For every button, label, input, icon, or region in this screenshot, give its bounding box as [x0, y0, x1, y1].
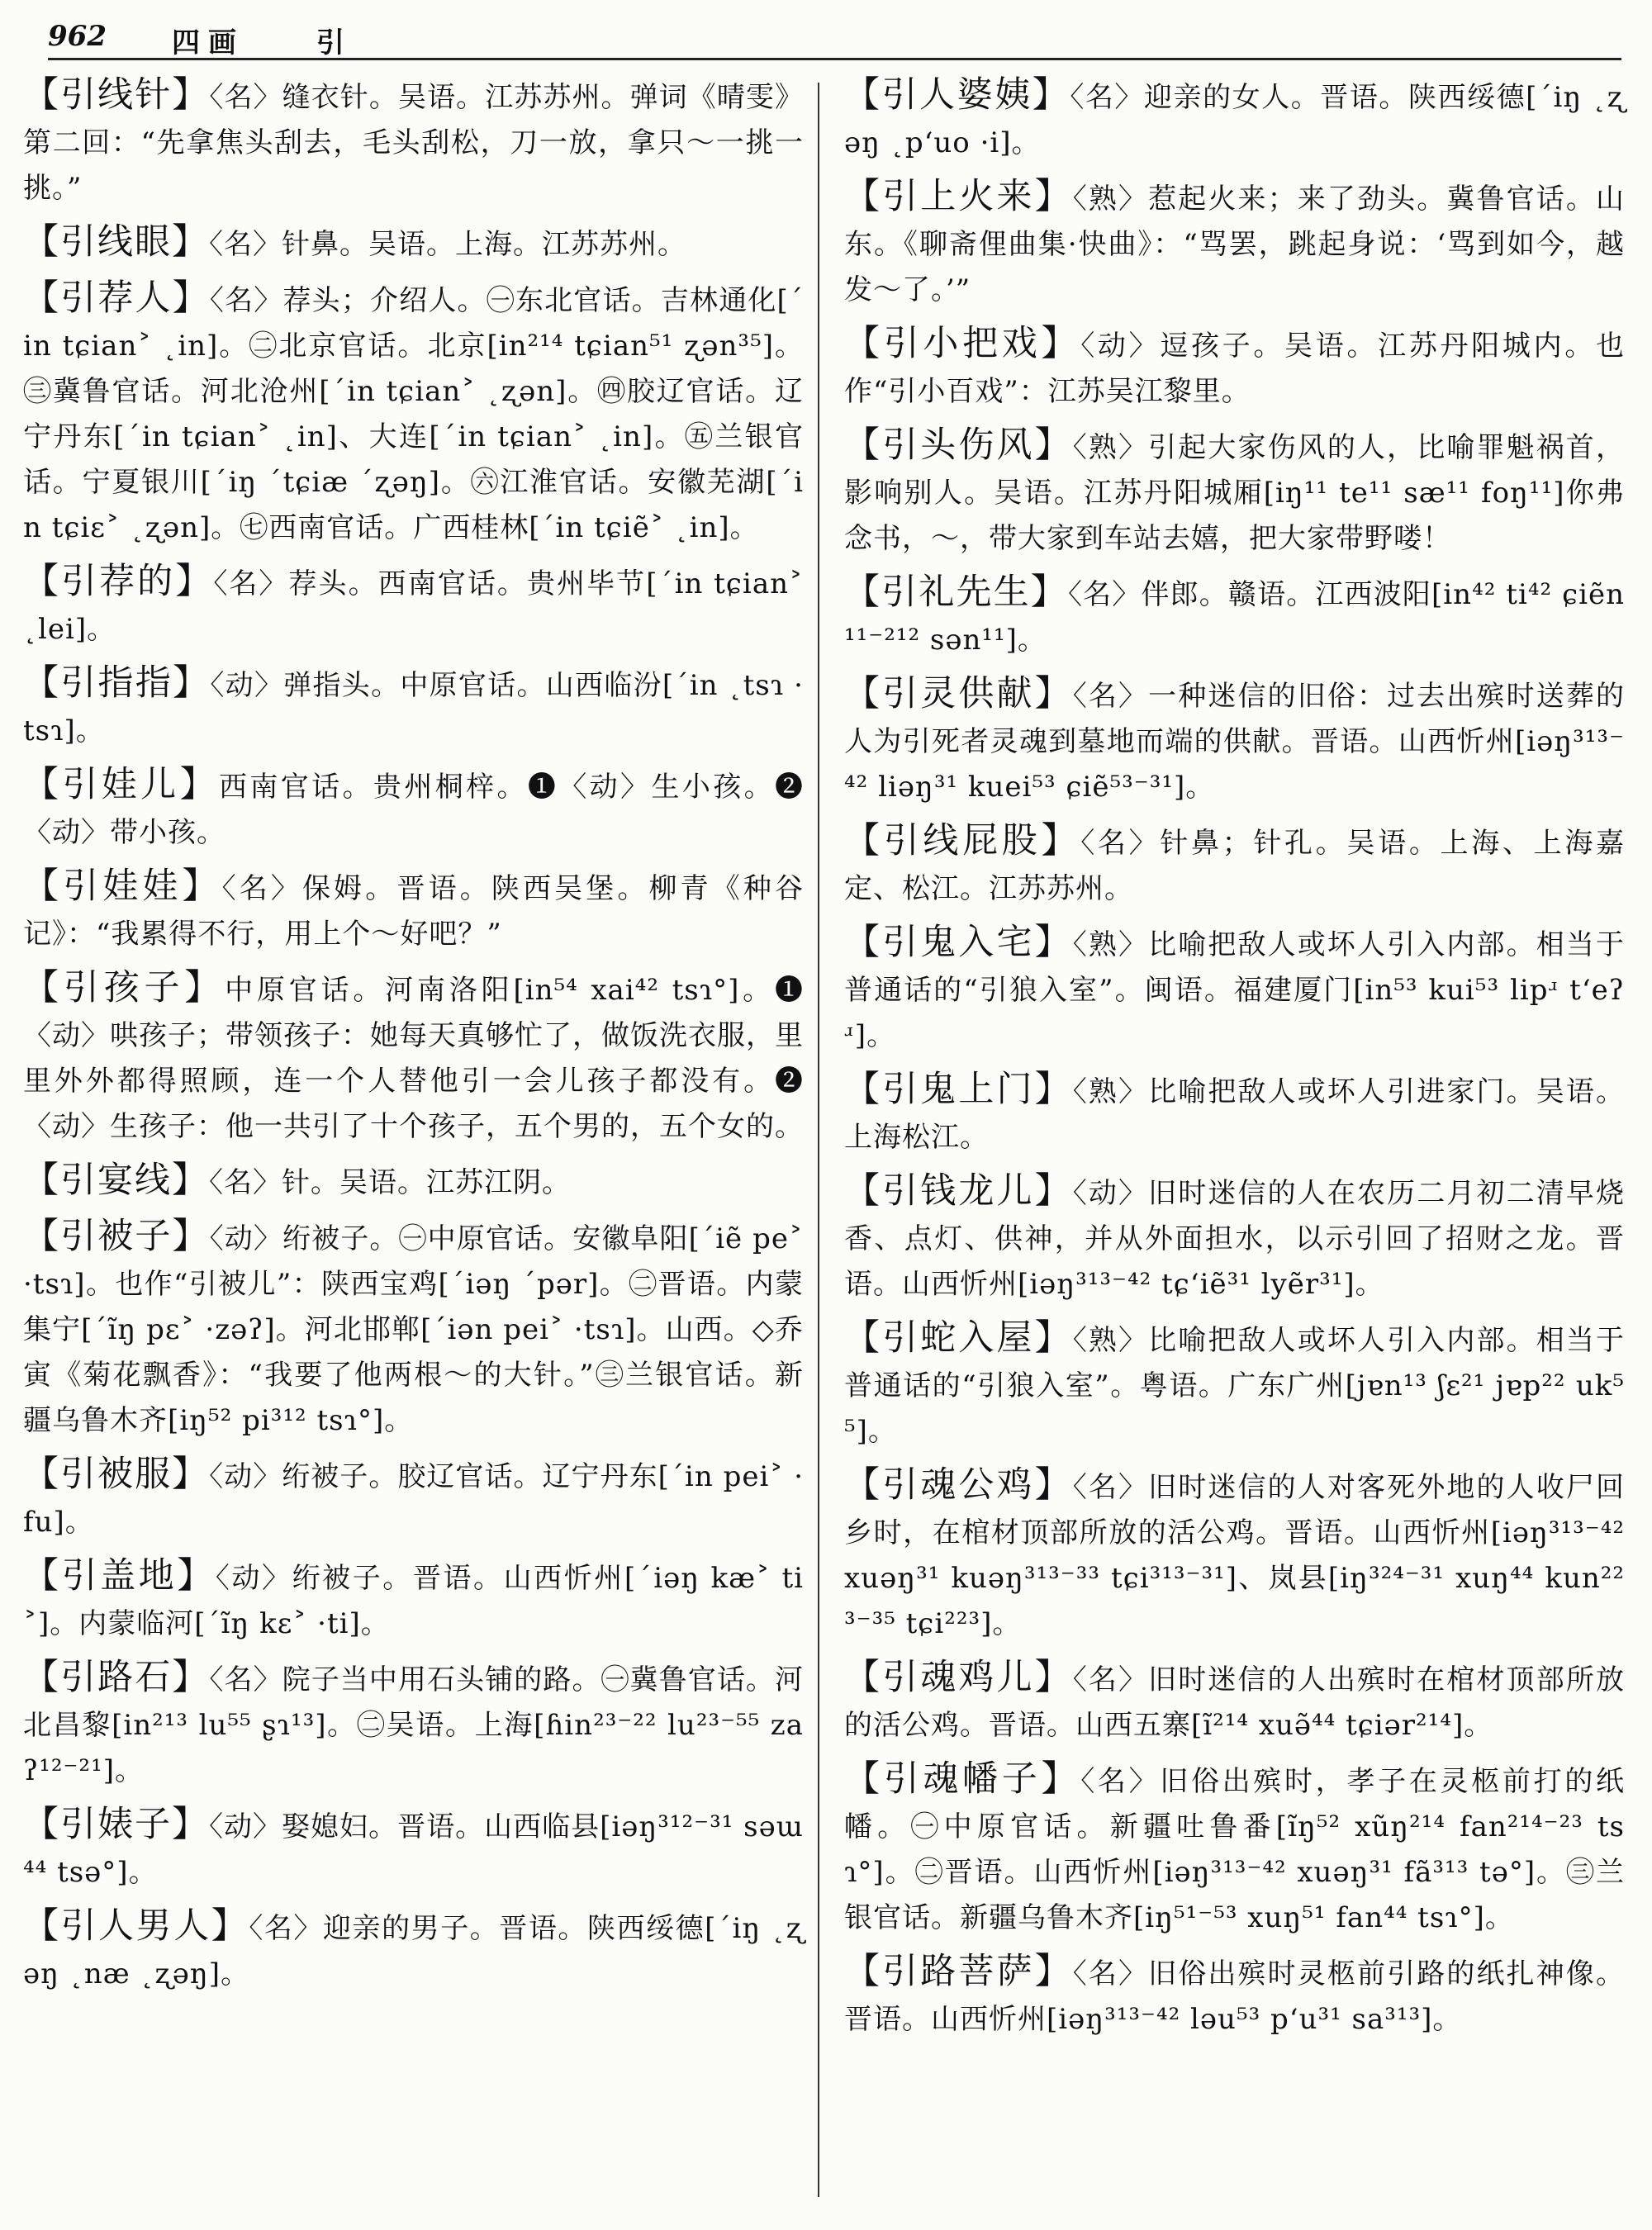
dictionary-entry: [844, 1949, 1625, 2043]
entry-definition: 〈熟〉比喻把敌人或坏人引入内部。相当于普通话的“引狼入室”。闽语。福建厦门[in⁵³ kui⁵³ lipʴ tʻeʔʴ]。: [844, 928, 1625, 1052]
dictionary-entry: [23, 559, 804, 652]
dictionary-entry: [844, 1067, 1625, 1160]
dictionary-entry: [844, 321, 1625, 415]
entry-definition: 〈动〉娶媳妇。晋语。山西临县[iəŋ³¹²⁻³¹ səɯ⁴⁴ tsə°]。: [23, 1810, 804, 1889]
entry-headword: 【引指指】: [23, 662, 211, 704]
dictionary-entry: [844, 1169, 1625, 1307]
entry-headword: 【引鬼上门】: [844, 1069, 1073, 1110]
entry-headword: 【引婊子】: [23, 1804, 210, 1845]
page-number: 962: [48, 20, 107, 53]
entry-headword: 【引荐人】: [23, 278, 210, 319]
entry-headword: 【引小把戏】: [844, 323, 1081, 364]
dictionary-entry: [844, 1463, 1625, 1647]
dictionary-entry: [23, 1158, 804, 1206]
entry-definition: 〈名〉针。吴语。江苏江阴。: [209, 1166, 571, 1199]
entry-definition: 中原官话。河南洛阳[in⁵⁴ xai⁴² tsɿ°]。❶〈动〉哄孩子；带领孩子：她每天真够忙了，做饭洗衣服，里里外外都得照顾，连一个人替他引一会儿孩子都没有。❷〈动〉生孩子：他一共引了十个孩子，五个男的，五个女的。: [23, 974, 804, 1143]
entry-definition: 〈动〉逗孩子。吴语。江苏丹阳城内。也作“引小百戏”：江苏吴江黎里。: [844, 330, 1626, 408]
entry-definition: 〈名〉针鼻；针孔。吴语。上海、上海嘉定、松江。江苏苏州。: [844, 827, 1626, 905]
entry-headword: 【引娃儿】: [23, 764, 219, 805]
entry-definition: 〈动〉旧时迷信的人在农历二月初二清早烧香、点灯、供神，并从外面担水，以示引回了招财之龙。晋语。山西忻州[iəŋ³¹³⁻⁴² tɕʻiẽ³¹ lyẽr³¹]。: [844, 1177, 1625, 1301]
entry-headword: 【引蛇入屋】: [844, 1317, 1073, 1359]
entry-definition: 〈名〉缝衣针。吴语。江苏苏州。弹词《晴雯》第二回：“先拿焦头刮去，毛头刮松，刀一放，拿只～一挑一挑。”: [23, 81, 805, 205]
dictionary-entry: [844, 73, 1625, 166]
entry-headword: 【引礼先生】: [844, 572, 1068, 613]
dictionary-entry: [23, 220, 804, 268]
column-divider: [818, 83, 819, 2197]
entry-definition: 〈名〉旧俗出殡时，孝子在灵柩前打的纸幡。㊀中原官话。新疆吐鲁番[ĩŋ⁵² xũŋ²¹⁴ fan²¹⁴⁻²³ tsɿ°]。㊁晋语。山西忻州[iəŋ³¹³⁻⁴² xuəŋ³¹ fã³¹³ tə°]。㊂兰银官话。新疆乌鲁木齐[iŋ⁵¹⁻⁵³ xuŋ⁵¹ fan⁴⁴ tsɿ°]。: [844, 1765, 1626, 1934]
entry-headword: 【引路石】: [23, 1657, 210, 1698]
dictionary-entry: [844, 174, 1625, 313]
entry-definition: 〈动〉绗被子。㊀中原官话。安徽阜阳[ˊiẽ pe˃ ·tsɿ]。也作“引被儿”：陕西宝鸡[ˊiəŋ ˊpər]。㊁晋语。内蒙集宁[ˊĩŋ pɛ˃ ·zəʔ]。河北邯郸[ˊiən pei˃ ·tsɿ]。山西。◇乔寅《菊花飘香》：“我要了他两根～的大针。”㊂兰银官话。新疆乌鲁木齐[iŋ⁵² pi³¹² tsɿ°]。: [23, 1222, 804, 1437]
entry-definition: 〈名〉伴郎。赣语。江西波阳[in⁴² ti⁴² ɕiẽn¹¹⁻²¹² sən¹¹]。: [844, 578, 1625, 657]
entry-definition: 〈熟〉引起大家伤风的人，比喻罪魁祸首，影响别人。吴语。江苏丹阳城厢[iŋ¹¹ te¹¹ sæ¹¹ foŋ¹¹]你弗念书，～，带大家到车站去嬉，把大家带野喽！: [844, 431, 1625, 555]
dictionary-entry: [844, 1655, 1625, 1748]
entry-headword: 【引鬼入宅】: [844, 922, 1073, 963]
entry-definition: 西南官话。贵州桐梓。❶〈动〉生小孩。❷〈动〉带小孩。: [23, 771, 805, 849]
entry-headword: 【引上火来】: [844, 176, 1073, 217]
left-column: [23, 73, 804, 2005]
dictionary-entry: [23, 966, 804, 1150]
dictionary-entry: [23, 1802, 804, 1896]
dictionary-entry: [23, 1554, 804, 1647]
entry-definition: 〈名〉迎亲的女人。晋语。陕西绥德[ˊiŋ ˛ʐəŋ ˛pʻuo ·i]。: [844, 81, 1625, 159]
dictionary-entry: [844, 423, 1625, 562]
entry-headword: 【引钱龙儿】: [844, 1170, 1073, 1212]
entry-headword: 【引灵供献】: [844, 673, 1073, 714]
right-column: [844, 73, 1625, 2051]
dictionary-entry: [23, 1655, 804, 1794]
dictionary-entry: [23, 73, 804, 211]
dictionary-entry: [844, 570, 1625, 663]
entry-definition: 〈熟〉比喻把敌人或坏人引入内部。相当于普通话的“引狼入室”。粤语。广东广州[jɐn¹³ ʃɛ²¹ jɐp²² uk⁵⁵]。: [844, 1324, 1625, 1448]
entry-definition: 〈名〉旧时迷信的人对客死外地的人收尸回乡时，在棺材顶部所放的活公鸡。晋语。山西忻州[iəŋ³¹³⁻⁴² xuəŋ³¹ kuəŋ³¹³⁻³³ tɕi³¹³⁻³¹]、岚县[iŋ³²⁴⁻³¹ xuŋ⁴⁴ kun²²³⁻³⁵ tɕi²²³]。: [844, 1471, 1625, 1640]
entry-headword: 【引线眼】: [23, 221, 209, 263]
dictionary-entry: [23, 276, 804, 551]
dictionary-entry: [844, 671, 1625, 810]
entry-headword: 【引线屁股】: [844, 820, 1081, 861]
entry-definition: 〈名〉院子当中用石头铺的路。㊀冀鲁官话。河北昌黎[in²¹³ lu⁵⁵ ʂɿ¹³]。㊁吴语。上海[ɦin²³⁻²² lu²³⁻⁵⁵ zaʔ¹²⁻²¹]。: [23, 1663, 805, 1787]
entry-definition: 〈名〉一种迷信的旧俗：过去出殡时送葬的人为引死者灵魂到墓地而端的供献。晋语。山西忻州[iəŋ³¹³⁻⁴² liəŋ³¹ kuei⁵³ ɕiẽ⁵³⁻³¹]。: [844, 680, 1625, 804]
entry-definition: 〈名〉荐头。西南官话。贵州毕节[ˊin tɕian˃ ˛lei]。: [23, 567, 805, 646]
dictionary-entry: [844, 1316, 1625, 1454]
entry-headword: 【引魂幡子】: [844, 1758, 1081, 1800]
entry-definition: 〈名〉旧俗出殡时灵柩前引路的纸扎神像。晋语。山西忻州[iəŋ³¹³⁻⁴² ləu⁵³ pʻu³¹ sa³¹³]。: [844, 1957, 1625, 2036]
entry-definition: 〈动〉绗被子。胶辽官话。辽宁丹东[ˊin pei˃ ·fu]。: [23, 1460, 804, 1539]
entry-headword: 【引被服】: [23, 1454, 210, 1495]
dictionary-entry: [844, 920, 1625, 1059]
entry-definition: 〈熟〉惹起火来；来了劲头。冀鲁官话。山东。《聊斋俚曲集·快曲》：“骂罢，跳起身说：‘骂到如今，越发～了。’”: [844, 183, 1625, 306]
entry-headword: 【引荐的】: [23, 561, 214, 602]
entry-headword: 【引魂鸡儿】: [844, 1657, 1073, 1698]
entry-headword: 【引人婆姨】: [844, 74, 1070, 116]
entry-definition: 〈动〉弹指头。中原官话。山西临汾[ˊin ˛tsɿ ·tsɿ]。: [23, 669, 804, 747]
entry-headword: 【引被子】: [23, 1216, 210, 1257]
entry-headword: 【引人男人】: [23, 1905, 249, 1947]
dictionary-entry: [844, 1757, 1625, 1941]
entry-headword: 【引盖地】: [23, 1555, 216, 1597]
dictionary-entry: [23, 864, 804, 957]
entry-headword: 【引线针】: [23, 74, 210, 116]
head-character: 引: [316, 26, 344, 59]
section-title: 四画: [172, 26, 244, 59]
page-header: [48, 12, 1621, 60]
entry-headword: 【引娃娃】: [23, 866, 222, 907]
entry-headword: 【引路菩萨】: [844, 1951, 1073, 1992]
entry-headword: 【引孩子】: [23, 967, 225, 1008]
entry-headword: 【引头伤风】: [844, 425, 1073, 466]
dictionary-entry: [23, 1214, 804, 1444]
dictionary-entry: [844, 818, 1625, 912]
dictionary-entry: [23, 1452, 804, 1545]
entry-definition: 〈名〉旧时迷信的人出殡时在棺材顶部所放的活公鸡。晋语。山西五寨[ĩ²¹⁴ xuə̃⁴⁴ tɕiər²¹⁴]。: [844, 1663, 1625, 1742]
entry-definition: 〈动〉绗被子。晋语。山西忻州[ˊiəŋ kæ˃ ti˃]。内蒙临河[ˊĩŋ kɛ˃ ·ti]。: [23, 1562, 805, 1640]
dictionary-entry: [23, 1904, 804, 1997]
entry-definition: 〈名〉荐头；介绍人。㊀东北官话。吉林通化[ˊin tɕian˃ ˛in]。㊁北京官话。北京[in²¹⁴ tɕian⁵¹ ʐən³⁵]。㊂冀鲁官话。河北沧州[ˊin tɕian˃ ˛ʐən]。㊃胶辽官话。辽宁丹东[ˊin tɕian˃ ˛in]、大连[ˊin tɕian˃ ˛in]。㊄兰银官话。宁夏银川[ˊiŋ ˊtɕiæ ˊʐəŋ]。㊅江淮官话。安徽芜湖[ˊin tɕiɛ˃ ˛ʐən]。㊆西南官话。广西桂林[ˊin tɕiẽ˃ ˛in]。: [23, 284, 805, 544]
entry-definition: 〈名〉针鼻。吴语。上海。江苏苏州。: [209, 228, 686, 261]
dictionary-entry: [23, 661, 804, 754]
entry-definition: 〈名〉保姆。晋语。陕西吴堡。柳青《种谷记》：“我累得不行，用上个～好吧？”: [23, 872, 805, 951]
entry-headword: 【引宴线】: [23, 1160, 209, 1201]
entry-definition: 〈名〉迎亲的男子。晋语。陕西绥德[ˊiŋ ˛ʐəŋ ˛næ ˛ʐəŋ]。: [23, 1912, 804, 1990]
entry-definition: 〈熟〉比喻把敌人或坏人引进家门。吴语。上海松江。: [844, 1075, 1625, 1154]
dictionary-entry: [23, 762, 804, 856]
entry-headword: 【引魂公鸡】: [844, 1464, 1073, 1506]
